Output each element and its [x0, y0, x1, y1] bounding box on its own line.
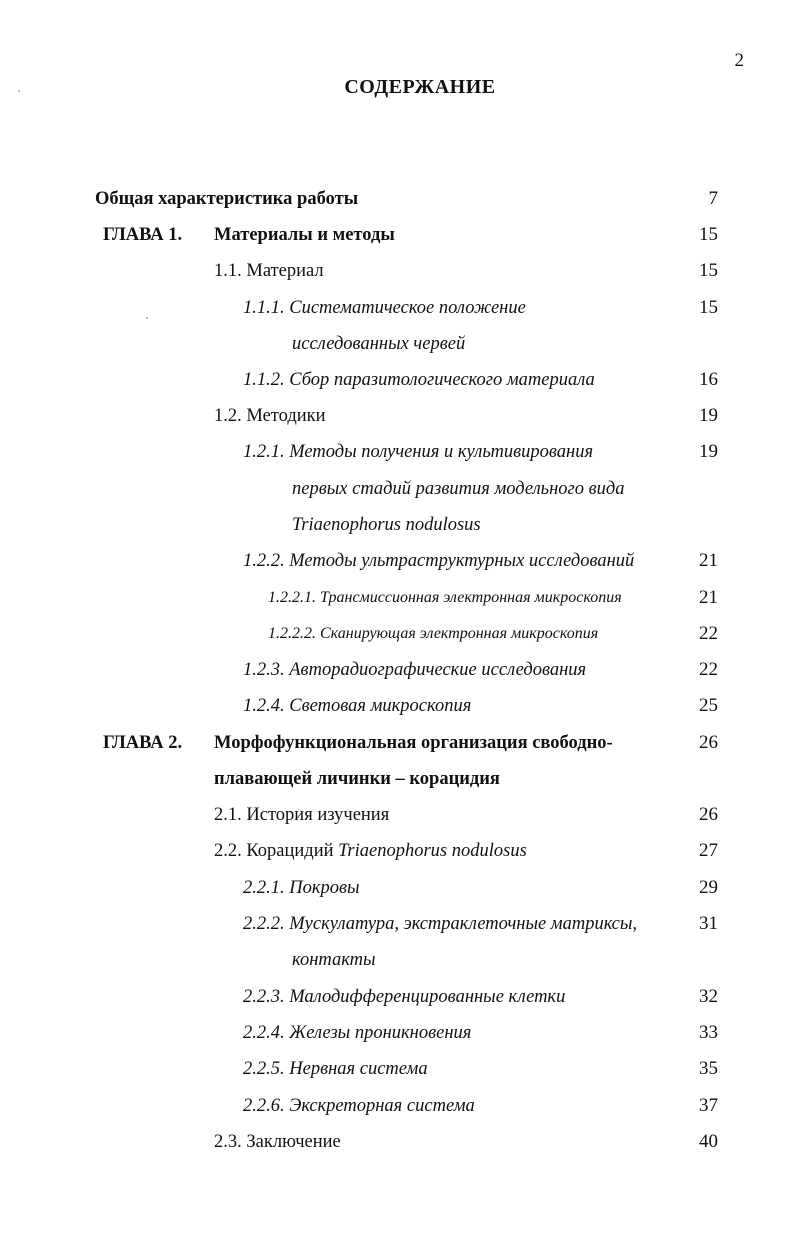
- toc-entry-1-2-2-1: 1.2.2.1. Трансмиссионная электронная микроскопия: [268, 589, 622, 606]
- toc-entry-1-2-1-line3: Triaenophorus nodulosus: [292, 515, 481, 535]
- toc-chapter-label-1: ГЛАВА 1.: [103, 225, 183, 245]
- toc-entry-2-3: 2.3. Заключение: [214, 1132, 341, 1152]
- toc-page-2-2-1: 29: [699, 877, 718, 898]
- toc-page-1-2-1: 19: [699, 441, 718, 462]
- toc-entry-1-2-1-line1: 1.2.1. Методы получения и культивирования: [243, 442, 594, 462]
- toc-entry-2-2: [214, 838, 527, 864]
- scan-mark: [18, 90, 20, 92]
- toc-entry-2-2-species: Triaenophorus nodulosus: [338, 841, 527, 861]
- toc-entry-general: Общая характеристика работы: [95, 189, 359, 209]
- toc-entry-2-2-5: 2.2.5. Нервная система: [243, 1059, 428, 1079]
- toc-page-1-2-2-1: 21: [699, 587, 718, 608]
- toc-entry-2-2-2-line2: контакты: [292, 950, 376, 970]
- toc-entry-1-2-2-2: 1.2.2.2. Сканирующая электронная микроскопия: [268, 625, 599, 642]
- toc-entry-1-2: 1.2. Методики: [214, 406, 326, 426]
- toc-entry-2-2-4: 2.2.4. Железы проникновения: [243, 1023, 472, 1043]
- toc-page-2-2-6: 37: [699, 1095, 718, 1116]
- toc-page-1-1-2: 16: [699, 369, 718, 390]
- toc-entry-2-2-3: 2.2.3. Малодифференцированные клетки: [243, 987, 566, 1007]
- toc-page-ch1: 15: [699, 224, 718, 245]
- toc-entry-2-2-1: 2.2.1. Покровы: [243, 878, 360, 898]
- toc-entry-1-1-1-line2: исследованных червей: [292, 334, 466, 354]
- toc-page-2-2-5: 35: [699, 1058, 718, 1079]
- toc-entry-2-2-6: 2.2.6. Экскреторная система: [243, 1096, 475, 1116]
- toc-entry-2-1: 2.1. История изучения: [214, 805, 390, 825]
- toc-page-ch2: 26: [699, 732, 718, 753]
- toc-page-2-2: 27: [699, 840, 718, 861]
- toc-chapter-title-2-line1: Морфофункциональная организация свободно-: [214, 733, 613, 753]
- scan-mark: [146, 317, 148, 319]
- toc-page-1-2-2: 21: [699, 550, 718, 571]
- toc-page-1-2-2-2: 22: [699, 623, 718, 644]
- toc-entry-1-2-2: 1.2.2. Методы ультраструктурных исследований: [243, 551, 635, 571]
- toc-page-1-2: 19: [699, 405, 718, 426]
- toc-chapter-label-2: ГЛАВА 2.: [103, 733, 183, 753]
- toc-chapter-title-1: Материалы и методы: [214, 225, 395, 245]
- toc-page-1-2-4: 25: [699, 695, 718, 716]
- toc-page-1-1: 15: [699, 260, 718, 281]
- toc-entry-2-2-2-line1: 2.2.2. Мускулатура, экстраклеточные матриксы,: [243, 914, 638, 934]
- toc-entry-2-2-prefix: 2.2. Корацидий: [214, 841, 334, 861]
- toc-page-2-1: 26: [699, 804, 718, 825]
- toc-entry-1-2-1-line2: первых стадий развития модельного вида: [292, 479, 625, 499]
- toc-chapter-title-2-line2: плавающей личинки – корацидия: [214, 769, 500, 789]
- toc-page-2-3: 40: [699, 1131, 718, 1152]
- toc-page-1-2-3: 22: [699, 659, 718, 680]
- toc-entry-1-2-4: 1.2.4. Световая микроскопия: [243, 696, 472, 716]
- toc-page-2-2-2: 31: [699, 913, 718, 934]
- page-number: 2: [734, 50, 744, 71]
- toc-page-2-2-3: 32: [699, 986, 718, 1007]
- page-title: СОДЕРЖАНИЕ: [344, 76, 496, 98]
- toc-page-1-1-1: 15: [699, 297, 718, 318]
- toc-entry-1-1-1-line1: 1.1.1. Систематическое положение: [243, 298, 526, 318]
- toc-page-2-2-4: 33: [699, 1022, 718, 1043]
- toc-entry-1-1: 1.1. Материал: [214, 261, 324, 281]
- toc-entry-1-1-2: 1.1.2. Сбор паразитологического материала: [243, 370, 595, 390]
- toc-entry-1-2-3: 1.2.3. Авторадиографические исследования: [243, 660, 587, 680]
- toc-page-general: 7: [708, 188, 718, 209]
